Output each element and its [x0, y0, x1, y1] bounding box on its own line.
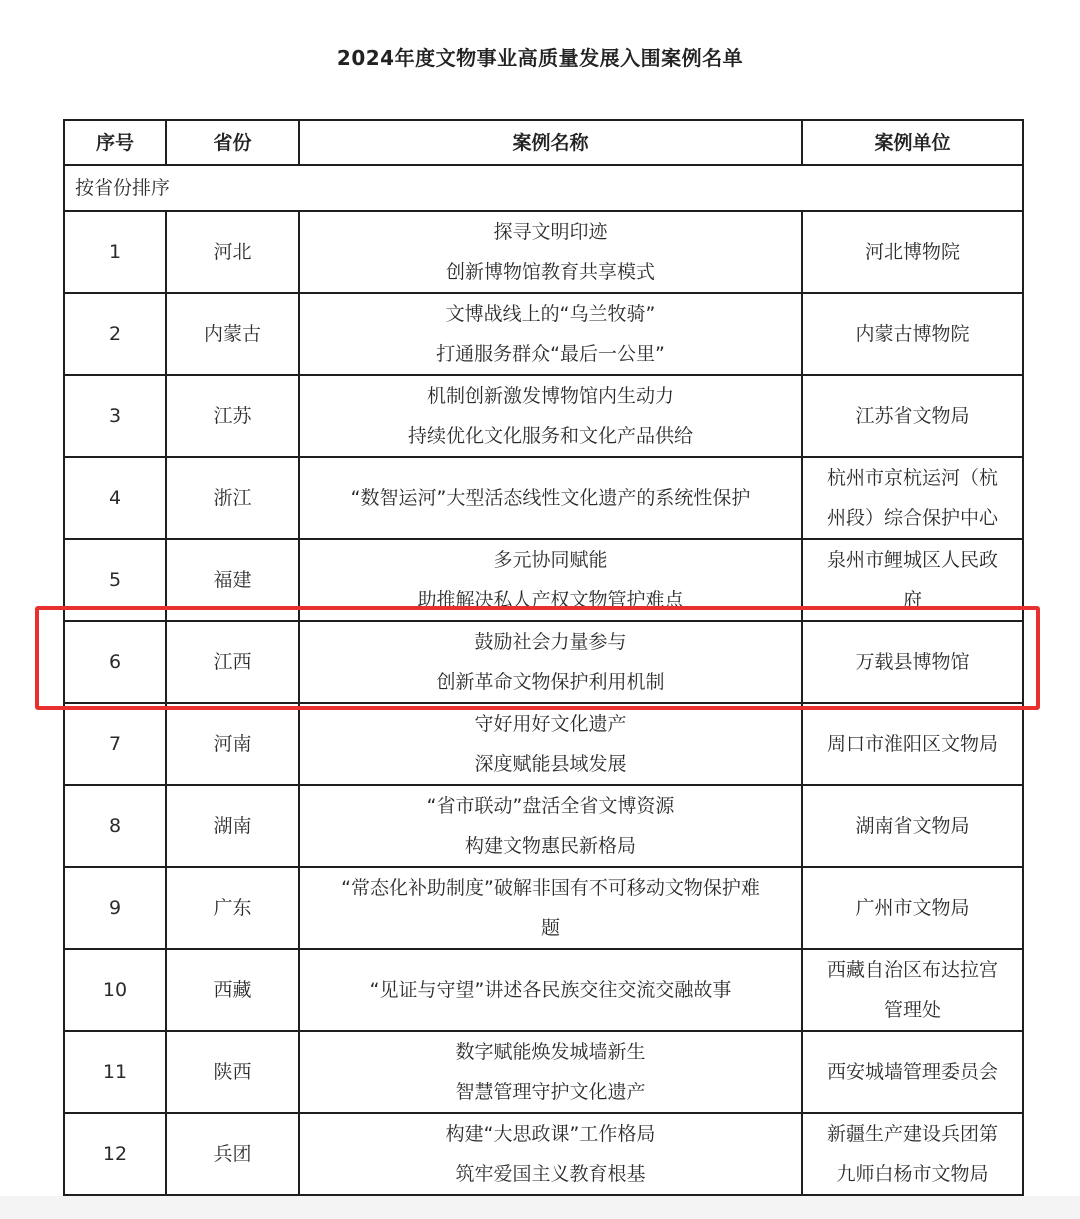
table-row: [64, 949, 1023, 1031]
row-case-name: [299, 867, 802, 949]
row-case-unit: [802, 949, 1023, 1031]
row-case-name: [299, 1031, 802, 1113]
row-province: 广东: [166, 867, 299, 949]
row-case-unit: [802, 539, 1023, 621]
row-case-unit: [802, 211, 1023, 293]
case-unit-line: 周口市淮阳区文物局: [826, 733, 998, 755]
row-case-unit: [802, 375, 1023, 457]
row-province: 陕西: [166, 1031, 299, 1113]
table-row: [64, 785, 1023, 867]
table-row: [64, 1031, 1023, 1113]
header-number: 序号: [64, 120, 166, 165]
case-name-line: 文博战线上的“乌兰牧骑”: [445, 303, 656, 325]
table-row: [64, 457, 1023, 539]
row-case-unit: [802, 785, 1023, 867]
row-province: 江西: [166, 621, 299, 703]
row-number: 12: [64, 1113, 166, 1195]
case-name-line: 题: [540, 917, 560, 939]
case-name-line: “常态化补助制度”破解非国有不可移动文物保护难: [341, 877, 760, 899]
row-case-name: [299, 457, 802, 539]
case-unit-line: 万载县博物馆: [855, 651, 970, 673]
row-province: 内蒙古: [166, 293, 299, 375]
table-row: [64, 1113, 1023, 1195]
case-name-line: 创新博物馆教育共享模式: [445, 261, 655, 283]
case-unit-line: 九师白杨市文物局: [836, 1163, 989, 1185]
row-province: 福建: [166, 539, 299, 621]
case-unit-line: 湖南省文物局: [855, 815, 970, 837]
case-name-line: 机制创新激发博物馆内生动力: [426, 385, 674, 407]
row-number: 11: [64, 1031, 166, 1113]
row-number: 4: [64, 457, 166, 539]
row-number: 6: [64, 621, 166, 703]
case-unit-line: 西藏自治区布达拉宫: [826, 959, 998, 981]
row-case-name: [299, 949, 802, 1031]
case-unit-line: 州段）综合保护中心: [826, 507, 998, 529]
case-unit-line: 泉州市鲤城区人民政: [826, 549, 998, 571]
row-case-name: [299, 375, 802, 457]
case-name-line: 构建文物惠民新格局: [464, 835, 636, 857]
header-case-name: 案例名称: [299, 120, 802, 165]
table-row: [64, 621, 1023, 703]
row-case-unit: [802, 703, 1023, 785]
row-number: 9: [64, 867, 166, 949]
table-row: [64, 703, 1023, 785]
case-unit-line: 河北博物院: [864, 241, 960, 263]
row-province: 浙江: [166, 457, 299, 539]
case-name-line: 深度赋能县域发展: [474, 753, 627, 775]
row-case-name: [299, 703, 802, 785]
case-name-line: 创新革命文物保护利用机制: [436, 671, 665, 693]
case-unit-line: 内蒙古博物院: [855, 323, 970, 345]
row-province: 河北: [166, 211, 299, 293]
row-case-name: [299, 293, 802, 375]
row-number: 7: [64, 703, 166, 785]
row-case-unit: [802, 293, 1023, 375]
case-name-line: 智慧管理守护文化遗产: [455, 1081, 646, 1103]
row-case-name: [299, 211, 802, 293]
case-name-line: 打通服务群众“最后一公里”: [436, 343, 665, 365]
row-province: 湖南: [166, 785, 299, 867]
case-list-table: [63, 119, 1024, 1196]
row-case-unit: [802, 457, 1023, 539]
row-province: 兵团: [166, 1113, 299, 1195]
case-unit-line: 江苏省文物局: [855, 405, 970, 427]
case-name-line: 多元协同赋能: [493, 549, 608, 571]
table-row: [64, 867, 1023, 949]
case-name-line: 构建“大思政课”工作格局: [445, 1123, 656, 1145]
row-case-name: [299, 785, 802, 867]
case-name-line: 筑牢爱国主义教育根基: [455, 1163, 646, 1185]
case-name-line: 守好用好文化遗产: [474, 713, 627, 735]
case-name-line: 数字赋能焕发城墙新生: [455, 1041, 646, 1063]
case-name-line: “见证与守望”讲述各民族交往交流交融故事: [369, 979, 732, 1001]
case-unit-line: 广州市文物局: [855, 897, 970, 919]
row-case-unit: [802, 867, 1023, 949]
row-number: 10: [64, 949, 166, 1031]
row-case-unit: [802, 1031, 1023, 1113]
row-case-name: [299, 539, 802, 621]
table-row: [64, 211, 1023, 293]
case-name-line: “省市联动”盘活全省文博资源: [426, 795, 675, 817]
section-row: [64, 165, 1023, 211]
row-province: 西藏: [166, 949, 299, 1031]
row-number: 5: [64, 539, 166, 621]
row-number: 1: [64, 211, 166, 293]
section-label: 按省份排序: [64, 165, 1023, 211]
header-province: 省份: [166, 120, 299, 165]
header-case-unit: 案例单位: [802, 120, 1023, 165]
row-case-unit: [802, 1113, 1023, 1195]
table-header-row: [64, 120, 1023, 165]
case-unit-line: 管理处: [883, 999, 941, 1021]
case-name-line: “数智运河”大型活态线性文化遗产的系统性保护: [350, 487, 751, 509]
case-unit-line: 府: [902, 589, 922, 611]
row-number: 8: [64, 785, 166, 867]
row-case-name: [299, 1113, 802, 1195]
page-title: 2024年度文物事业高质量发展入围案例名单: [336, 46, 744, 70]
row-province: 江苏: [166, 375, 299, 457]
case-unit-line: 新疆生产建设兵团第: [826, 1123, 998, 1145]
case-name-line: 助推解决私人产权文物管护难点: [417, 589, 684, 611]
row-number: 2: [64, 293, 166, 375]
row-number: 3: [64, 375, 166, 457]
case-name-line: 鼓励社会力量参与: [474, 631, 627, 653]
case-unit-line: 杭州市京杭运河（杭: [826, 467, 998, 489]
bottom-strip: [0, 1196, 1080, 1219]
case-name-line: 探寻文明印迹: [493, 221, 608, 243]
case-unit-line: 西安城墙管理委员会: [826, 1061, 998, 1083]
row-case-name: [299, 621, 802, 703]
table-row: [64, 539, 1023, 621]
table-row: [64, 293, 1023, 375]
case-name-line: 持续优化文化服务和文化产品供给: [407, 425, 693, 447]
row-province: 河南: [166, 703, 299, 785]
table-row: [64, 375, 1023, 457]
row-case-unit: [802, 621, 1023, 703]
